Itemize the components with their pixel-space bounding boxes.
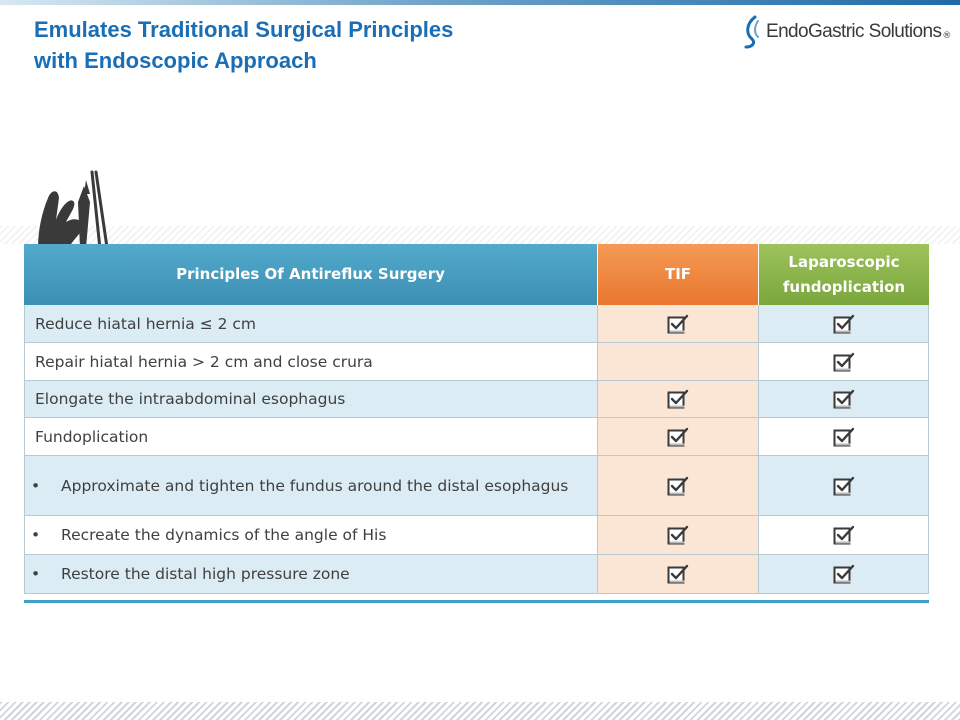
header-principles: Principles Of Antireflux Surgery [24,244,598,305]
checkbox-checked-icon [667,389,689,409]
checkbox-checked-icon [667,525,689,545]
table-body [24,305,929,594]
principle-cell [24,516,598,554]
table-row [24,516,929,555]
slide-title-line-2: with Endoscopic Approach [34,48,317,73]
principle-cell [24,343,598,380]
principle-text: Recreate the dynamics of the angle of His [61,526,387,544]
principle-text: Restore the distal high pressure zone [61,565,350,583]
company-logo [742,14,951,50]
checkbox-checked-icon [833,427,855,447]
logo-text: EndoGastric Solutions [766,21,942,42]
checkbox-checked-icon [833,476,855,496]
laparoscopic-cell [759,381,929,417]
laparoscopic-cell [759,516,929,554]
checkbox-checked-icon [667,314,689,334]
top-accent-bar [0,0,960,5]
table-row [24,418,929,456]
checkbox-checked-icon [833,389,855,409]
principle-cell [24,555,598,593]
principle-text: Reduce hiatal hernia ≤ 2 cm [35,314,257,333]
bullet-marker: • [31,526,41,544]
slide-title-line-1: Emulates Traditional Surgical Principles [34,17,454,42]
table-row [24,343,929,381]
principle-cell [24,418,598,455]
laparoscopic-cell [759,418,929,455]
checkbox-checked-icon [833,352,855,372]
bullet-marker: • [31,476,41,495]
bottom-hatch-decoration [0,702,960,720]
tif-cell [598,381,759,417]
principle-text: Repair hiatal hernia > 2 cm and close crura [35,352,373,371]
hatch-band-decoration [0,226,960,244]
laparoscopic-cell [759,343,929,380]
tif-cell [598,516,759,554]
logo-registered-mark: ® [942,31,952,41]
logo-swirl-icon [742,15,764,49]
slide-title [34,14,554,76]
checkbox-checked-icon [833,314,855,334]
table-row [24,381,929,418]
header-tif: TIF [598,244,759,305]
comparison-table [24,244,929,594]
header-laparoscopic: Laparoscopic fundoplication [759,244,929,305]
table-bottom-rule [24,600,929,603]
table-row [24,555,929,594]
table-row [24,456,929,516]
laparoscopic-cell [759,305,929,342]
tif-cell [598,305,759,342]
tif-cell [598,555,759,593]
tif-cell [598,343,759,380]
principle-cell [24,381,598,417]
table-row [24,305,929,343]
principle-text: Fundoplication [35,427,149,446]
laparoscopic-cell [759,555,929,593]
bullet-marker: • [31,565,41,583]
laparoscopic-cell [759,456,929,515]
tif-cell [598,456,759,515]
principle-cell [24,456,598,515]
checkbox-checked-icon [667,476,689,496]
table-header-row [24,244,929,305]
tif-cell [598,418,759,455]
principle-text: Approximate and tighten the fundus around the distal esophagus [61,476,569,495]
checkbox-checked-icon [667,427,689,447]
principle-cell [24,305,598,342]
checkbox-checked-icon [833,564,855,584]
checkbox-checked-icon [667,564,689,584]
checkbox-checked-icon [833,525,855,545]
principle-text: Elongate the intraabdominal esophagus [35,390,346,408]
